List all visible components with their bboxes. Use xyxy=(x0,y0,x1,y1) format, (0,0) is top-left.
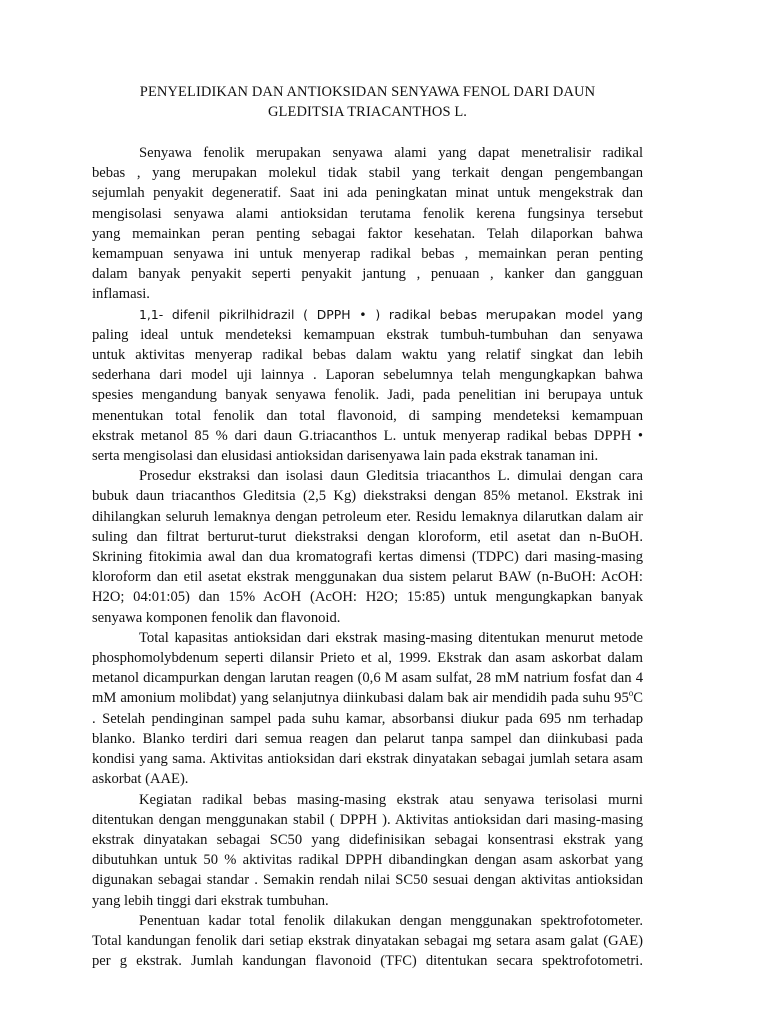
text-line: spesies mengandung banyak senyawa fenolik. Jadi, pada penelitian ini berupaya untuk xyxy=(92,387,643,404)
paragraph-2 xyxy=(92,305,643,467)
text-line: phosphomolybdenum seperti dilansir Prieto et al, 1999. Ekstrak dan asam askorbat dalam xyxy=(92,650,643,667)
text-line: dalam banyak penyakit seperti penyakit jantung , penuaan , kanker dan gangguan xyxy=(92,266,643,283)
text-line: askorbat (AAE). xyxy=(92,771,189,788)
text-line: Penentuan kadar total fenolik dilakukan dengan menggunakan spektrofotometer. xyxy=(139,912,643,929)
text-line: yang lebih tinggi dari ekstrak tumbuhan. xyxy=(92,892,329,909)
text-line: . Setelah pendinginan sampel pada suhu kamar, absorbansi diukur pada 695 nm terhadap xyxy=(92,710,643,727)
paragraph-1 xyxy=(92,143,643,305)
text-line: bubuk daun triacanthos Gleditsia (2,5 Kg) diekstraksi dengan 85% metanol. Ekstrak ini xyxy=(92,488,643,505)
paragraph-3 xyxy=(92,466,643,628)
temperature-unit: C xyxy=(633,690,643,707)
text-line: Senyawa fenolik merupakan senyawa alami yang dapat menetralisir radikal xyxy=(139,145,643,161)
text-line: suling dan filtrat berturut-turut diekstraksi dengan kloroform, etil asetat dan n-BuOH. xyxy=(92,528,643,545)
paragraph-5 xyxy=(92,790,643,911)
text-line: menentukan total fenolik dan total flavonoid, di samping mendeteksi kemampuan xyxy=(92,407,643,424)
text-line: bebas , yang merupakan molekul tidak stabil yang terkait dengan pengembangan xyxy=(92,165,643,182)
text-line: digunakan sebagai standar . Semakin rendah nilai SC50 sesuai dengan aktivitas antioksidan xyxy=(92,872,643,889)
text-line: Skrining fitokimia awal dan dua kromatografi kertas dimensi (TDPC) dari masing-masing xyxy=(92,549,643,566)
text-line: senyawa komponen fenolik dan flavonoid. xyxy=(92,609,341,626)
text-line: 1,1- difenil pikrilhidrazil ( DPPH • ) radikal bebas merupakan model yang xyxy=(139,306,643,322)
text-line: kondisi yang sama. Aktivitas antioksidan dari ekstrak dinyatakan sebagai jumlah setara asam xyxy=(92,751,643,768)
text-line: blanko. Blanko terdiri dari semua reagen dan pelarut tanpa sampel dan diinkubasi pada xyxy=(92,730,643,747)
text-line: per g ekstrak. Jumlah kandungan flavonoid (TFC) ditentukan secara spektrofotometri. xyxy=(92,953,643,970)
text-line: metanol dicampurkan dengan larutan reagen (0,6 M asam sulfat, 28 mM natrium fosfat dan 4 xyxy=(92,670,643,687)
title-line: GLEDITSIA TRIACANTHOS L. xyxy=(267,104,468,120)
text-line: ditentukan dengan menggunakan stabil ( DPPH ). Aktivitas antioksidan dari masing-masing xyxy=(92,811,643,828)
text-line: serta mengisolasi dan elusidasi antioksidan darisenyawa lain pada ekstrak tanaman ini. xyxy=(92,448,599,465)
text-line: H2O; 04:01:05) dan 15% AcOH (AcOH: H2O; 15:85) untuk mengungkapkan banyak xyxy=(92,589,643,606)
text-line: Prosedur ekstraksi dan isolasi daun Gleditsia triacanthos L. dimulai dengan cara xyxy=(139,468,643,485)
text-line: untuk aktivitas menyerap radikal bebas dalam waktu yang relatif singkat dan lebih xyxy=(92,347,643,364)
degree-sign: o xyxy=(628,688,634,699)
paragraph-4 xyxy=(92,628,643,790)
text-line: sejumlah penyakit degeneratif. Saat ini ada peningkatan minat untuk mengekstrak dan xyxy=(92,185,643,202)
text-line: kloroform dan etil asetat ekstrak menggunakan dua sistem pelarut BAW (n-BuOH: AcOH: xyxy=(92,569,643,586)
text-line: mengisolasi senyawa alami antioksidan terutama fenolik kerena fungsinya tersebut xyxy=(92,205,643,222)
text-line: paling ideal untuk mendeteksi kemampuan ekstrak tumbuh-tumbuhan dan senyawa xyxy=(92,326,643,343)
text-line-with-temperature xyxy=(92,688,643,708)
text-line-body: mM amonium molibdat) yang selanjutnya diinkubasi dalam bak air mendidih pada suhu 95 xyxy=(92,690,629,707)
paragraph-6 xyxy=(92,911,643,972)
text-line: Total kapasitas antioksidan dari ekstrak masing-masing ditentukan menurut metode xyxy=(139,629,643,646)
text-line: kemampuan senyawa ini untuk menyerap radikal bebas , memainkan peran penting xyxy=(92,246,643,263)
text-line: inflamasi. xyxy=(92,286,150,303)
title-line: PENYELIDIKAN DAN ANTIOKSIDAN SENYAWA FENOL DARI DAUN xyxy=(139,84,596,100)
document-title xyxy=(92,82,643,122)
text-line: dibutuhkan untuk 50 % aktivitas radikal DPPH dibandingkan dengan asam askorbat yang xyxy=(92,852,643,869)
text-line: Kegiatan radikal bebas masing-masing ekstrak atau senyawa terisolasi murni xyxy=(139,791,643,808)
text-line: ekstrak metanol 85 % dari daun G.triacanthos L. untuk menyerap radikal bebas DPPH • xyxy=(92,427,643,444)
text-line: sederhana dari model uji lainnya . Laporan sebelumnya telah mengungkapkan bahwa xyxy=(92,367,643,384)
text-line: dihilangkan seluruh lemaknya dengan petroleum eter. Residu lemaknya dilarutkan dalam air xyxy=(92,508,643,525)
text-line: yang memainkan peran penting sebagai faktor kesehatan. Telah dilaporkan bahwa xyxy=(92,225,643,242)
text-line: Total kandungan fenolik dari setiap ekstrak dinyatakan sebagai mg setara asam galat (GAE) xyxy=(92,932,643,949)
text-line: ekstrak dinyatakan sebagai SC50 yang didefinisikan sebagai konsentrasi ekstrak yang xyxy=(92,831,643,848)
